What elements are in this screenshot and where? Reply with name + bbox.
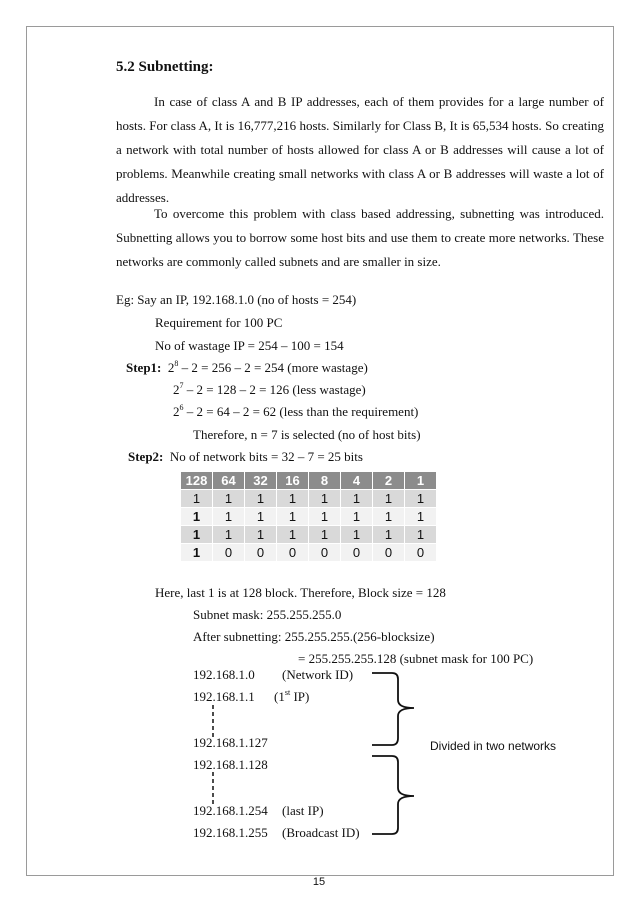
table-cell: 0 xyxy=(341,544,373,562)
table-cell: 0 xyxy=(277,544,309,562)
step1-exp: 7 xyxy=(179,380,184,390)
table-cell: 1 xyxy=(277,508,309,526)
address-ip: 192.168.1.1 xyxy=(193,689,255,704)
table-cell: 1 xyxy=(213,526,245,544)
table-cell: 1 xyxy=(181,544,213,562)
page-number: 15 xyxy=(312,876,326,888)
step1-rest: – 2 = 256 – 2 = 254 (more wastage) xyxy=(178,360,368,375)
step1-exp: 8 xyxy=(174,358,179,368)
step1-base: 2 xyxy=(173,404,180,419)
table-cell: 1 xyxy=(181,490,213,508)
step1-rest: – 2 = 128 – 2 = 126 (less wastage) xyxy=(183,382,366,397)
table-cell: 1 xyxy=(309,526,341,544)
table-cell: 0 xyxy=(373,544,405,562)
table-cell: 1 xyxy=(277,526,309,544)
step1-base: 2 xyxy=(167,360,175,375)
wastage-line: No of wastage IP = 254 – 100 = 154 xyxy=(155,338,344,353)
block-size-line: Here, last 1 is at 128 block. Therefore, Block size = 128 xyxy=(155,585,446,600)
step2-text: No of network bits = 32 – 7 = 25 bits xyxy=(169,449,363,464)
subnet-mask-result: = 255.255.255.128 (subnet mask for 100 PC) xyxy=(298,651,534,666)
table-cell: 1 xyxy=(309,508,341,526)
table-header-cell: 16 xyxy=(277,472,309,490)
address-note: (Network ID) xyxy=(282,667,354,682)
after-subnetting-line: After subnetting: 255.255.255.(256-blocksize) xyxy=(193,629,435,644)
table-header-cell: 32 xyxy=(245,472,277,490)
table-cell: 0 xyxy=(309,544,341,562)
address-ip: 192.168.1.127 xyxy=(193,735,268,750)
example-line: Eg: Say an IP, 192.168.1.0 (no of hosts = 254) xyxy=(116,292,357,307)
paragraph-1-text: In case of class A and B IP addresses, each of them provides for a large number of hosts. For class A, It is 16,777,216 hosts. Similarly for Class B, It is 65,534 hosts. So creating a network with total number of hosts allowed for class A or B addresses will cause a lot of problems. Meanwhile creating small networks with class A or B addresses will waste a lot of addresses. xyxy=(116,94,604,205)
address-note: (Broadcast ID) xyxy=(282,825,360,840)
requirement-line: Requirement for 100 PC xyxy=(155,315,283,330)
table-cell: 1 xyxy=(181,508,213,526)
table-cell: 1 xyxy=(245,526,277,544)
address-ip: 192.168.1.128 xyxy=(193,757,268,772)
table-header-cell: 8 xyxy=(309,472,341,490)
address-ip: 192.168.1.255 xyxy=(193,825,268,840)
table-cell: 1 xyxy=(309,490,341,508)
table-cell: 1 xyxy=(373,526,405,544)
table-cell: 1 xyxy=(341,490,373,508)
table-cell: 0 xyxy=(245,544,277,562)
subnet-mask-line: Subnet mask: 255.255.255.0 xyxy=(193,607,342,622)
table-cell: 1 xyxy=(277,490,309,508)
table-cell: 1 xyxy=(373,490,405,508)
step1-rest: – 2 = 64 – 2 = 62 (less than the requirement) xyxy=(183,404,419,419)
table-header-cell: 4 xyxy=(341,472,373,490)
address-note-post: IP) xyxy=(290,689,310,704)
address-note-pre: (1 xyxy=(274,689,285,704)
table-cell: 1 xyxy=(373,508,405,526)
table-cell: 1 xyxy=(213,490,245,508)
address-ip: 192.168.1.254 xyxy=(193,803,268,818)
step2-label: Step2: xyxy=(128,449,164,464)
step1-exp: 6 xyxy=(179,402,184,412)
table-cell: 1 xyxy=(245,508,277,526)
address-ip: 192.168.1.0 xyxy=(193,667,255,682)
table-header-cell: 1 xyxy=(405,472,437,490)
step1-label: Step1: xyxy=(126,360,162,375)
upper-brace xyxy=(372,673,414,745)
table-header-cell: 2 xyxy=(373,472,405,490)
table-header-cell: 128 xyxy=(181,472,213,490)
table-cell: 1 xyxy=(405,526,437,544)
table-cell: 1 xyxy=(181,526,213,544)
table-cell: 1 xyxy=(405,490,437,508)
table-header-cell: 64 xyxy=(213,472,245,490)
step1-base: 2 xyxy=(173,382,180,397)
section-heading: 5.2 Subnetting: xyxy=(116,59,214,75)
table-cell: 1 xyxy=(341,508,373,526)
address-note: (last IP) xyxy=(282,803,324,818)
address-note-sup: st xyxy=(284,687,291,697)
callout-text: Divided in two networks xyxy=(430,739,557,753)
table-cell: 1 xyxy=(213,508,245,526)
therefore-line: Therefore, n = 7 is selected (no of host bits) xyxy=(193,427,421,442)
paragraph-2-text: To overcome this problem with class based addressing, subnetting was introduced. Subnetting allows you to borrow some host bits and use them to create more networks. These networks are commonly called subnets and are smaller in size. xyxy=(116,206,604,269)
table-cell: 1 xyxy=(245,490,277,508)
table-cell: 0 xyxy=(213,544,245,562)
lower-brace xyxy=(372,756,414,834)
table-cell: 1 xyxy=(405,508,437,526)
table-cell: 0 xyxy=(405,544,437,562)
table-cell: 1 xyxy=(341,526,373,544)
